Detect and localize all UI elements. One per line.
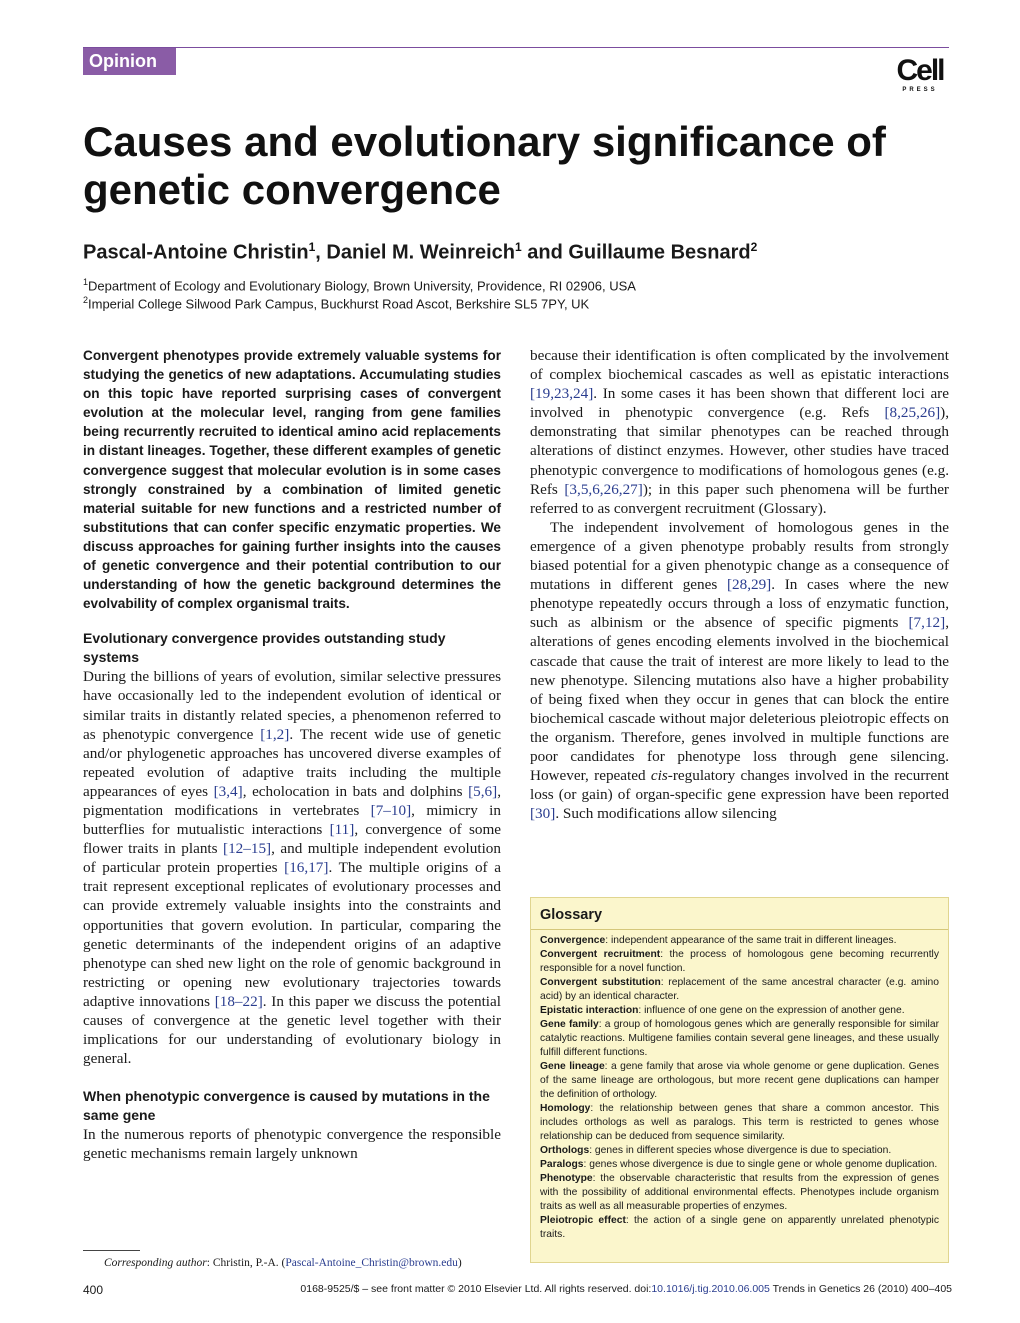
glossary-list [531, 934, 948, 1242]
right-column [530, 346, 949, 823]
logo-sub: PRESS [902, 87, 938, 93]
glossary-entry [531, 1172, 948, 1214]
publisher-logo [888, 56, 952, 94]
glossary-definition: : influence of one gene on the expression of another gene. [638, 1005, 905, 1016]
doi-link[interactable]: 10.1016/j.tig.2010.06.005 [651, 1283, 770, 1295]
author-separator: , [315, 241, 327, 264]
glossary-term: Convergent substitution [540, 977, 661, 988]
author-separator: and [521, 241, 569, 264]
glossary-rule [531, 929, 948, 930]
citation-link[interactable]: [18–22] [214, 992, 263, 1010]
citation-link[interactable]: [16,17] [284, 859, 329, 877]
glossary-definition: : independent appearance of the same trait in different lineages. [605, 935, 897, 946]
glossary-term: Pleiotropic effect [540, 1215, 626, 1226]
affiliation-mark: 1 [83, 277, 89, 287]
footer-line [296, 1283, 952, 1295]
glossary-definition: : genes whose divergence is due to single gene or whole genome duplication. [583, 1159, 938, 1170]
glossary-box [530, 897, 949, 1263]
author-affil-mark: 1 [308, 240, 316, 254]
glossary-definition: : a gene family that arose via whole genome or gene duplication. Genes of the same lineage are orthologous, but more recent gene duplications can hamper the definition of orthology. [540, 1061, 939, 1100]
paragraph: because their identification is often complicated by the involvement of complex biochemical cascades as well as epistatic interactions [19,23,24]. In some cases it has been shown that different loci are involved in phenotypic convergence (e.g. Refs [8,25,26]), demonstrating that similar phenotypes can be reached through alterations of distinct enzymes. However, other studies have traced phenotypic convergence to modifications of homologous genes (e.g. Refs [3,5,6,26,27]); in this paper such phenomena will be further referred to as convergent recruitment (Glossary). [530, 347, 949, 517]
glossary-definition: : the relationship between genes that share a common ancestor. This includes orthologs as well as paralogs. This term is restricted to genes whose relationship can be deduced from sequence similarity. [540, 1103, 939, 1142]
citation-link[interactable]: [5,6] [468, 782, 498, 800]
footnote-text: : Christin, P.-A. ( [206, 1257, 286, 1269]
abstract: Convergent phenotypes provide extremely valuable systems for studying the genetics of new adaptations. Accumulating studies on this topic have reported surprising cases of convergent evolution at the molecular level, ranging from gene families being recurrently recruited to identical amino acid replacements in distant lineages. Together, these different examples of genetic convergence suggest that molecular evolution is in some cases strongly constrained by a combination of limited genetic material suitable for new functions and a restricted number of substitutions that can confer specific enzymatic properties. We discuss approaches for gaining further insights into the causes of genetic convergence and their potential contribution to our understanding of how the genetic background determines the evolvability of complex organismal traits. [83, 348, 501, 612]
glossary-entry [531, 976, 948, 1004]
glossary-term: Convergence [540, 935, 606, 946]
glossary-term: Orthologs [540, 1145, 590, 1156]
author-email-link[interactable]: Pascal-Antoine_Christin@brown.edu [285, 1257, 458, 1269]
citation-link[interactable]: [30] [530, 805, 556, 823]
glossary-definition: : genes in different species whose divergence is due to speciation. [589, 1145, 892, 1156]
citation-link[interactable]: [12–15] [223, 840, 272, 858]
section-heading: Evolutionary convergence provides outstanding study systems [83, 630, 446, 666]
glossary-entry [531, 1018, 948, 1060]
corresponding-author-note [104, 1255, 524, 1271]
affiliation-mark: 2 [83, 295, 89, 305]
section-tag: Opinion [83, 48, 176, 75]
glossary-definition: : replacement of the same ancestral character (e.g. amino acid) by an identical character. [540, 977, 939, 1002]
glossary-entry [531, 1158, 948, 1172]
article-title: Causes and evolutionary significance of genetic convergence [83, 118, 886, 213]
citation-link[interactable]: [3,5,6,26,27] [564, 480, 643, 498]
glossary-entry [531, 948, 948, 976]
paragraph: The independent involvement of homologous genes in the emergence of a given phenotype probably results from strongly biased potential for a given phenotypic change as a consequence of mutations in different genes [28,29]. In cases where the new phenotype repeatedly occurs through a loss of enzymatic function, such as albinism or the absence of specific pigments [7,12], alterations of genes encoding elements involved in the biochemical cascade that cause the trait of interest are more likely to lead to the new phenotype. Silencing mutations also have a higher probability of being fixed when they occur in genes that can block the entire biochemical cascade without major deleterious pleiotropic effects on the organism. Therefore, genes involved in multiple functions are poor candidates for phenotype loss through gene silencing. However, repeated cis-regulatory changes involved in the recurrent loss (or gain) of organ-specific gene expression have been reported [30]. Such modifications allow silencing [530, 518, 950, 823]
glossary-entry [531, 1060, 948, 1102]
paragraph: In the numerous reports of phenotypic convergence the responsible genetic mechanisms remain largely unknown [83, 1126, 501, 1163]
glossary-term: Convergent recruitment [540, 949, 661, 960]
glossary-term: Homology [540, 1103, 591, 1114]
citation-link[interactable]: [19,23,24] [530, 385, 594, 403]
glossary-term: Phenotype [540, 1173, 593, 1184]
author-name: Daniel M. Weinreich [326, 241, 515, 264]
author-affil-mark: 2 [750, 240, 758, 254]
left-column [83, 346, 501, 1163]
glossary-entry [531, 1004, 948, 1018]
glossary-definition: : the process of homologous gene becoming recurrently responsible for a novel function. [540, 949, 939, 974]
glossary-definition: : the observable characteristic that results from the expression of genes with the possibility of additional environmental effects. Phenotypes include organism traits as well as all measurable properties of enzymes. [540, 1173, 939, 1212]
glossary-entry [531, 1214, 948, 1242]
paragraph: During the billions of years of evolution, similar selective pressures have occasionally led to the independent evolution of identical or similar traits in distantly related species, a phenomenon referred to as phenotypic convergence [1,2]. The recent wide use of genetic and/or phylogenetic approaches has uncovered diverse examples of repeated evolution of adaptive traits including the multiple appearances of eyes [3,4], echolocation in bats and dolphins [5,6], pigmentation modifications in vertebrates [7–10], mimicry in butterflies for mutualistic interactions [11], convergence of some flower traits in plants [12–15], and multiple independent evolution of particular protein properties [16,17]. The multiple origins of a trait represent exceptional replicates of evolutionary processes and can provide extremely valuable insights into the constraints and opportunities that govern evolution. In particular, comparing the genetic determinants of the independent origins of an adaptive phenotype can shed new light on the role of genomic background in restricting or opening new evolutionary trajectories towards adaptive innovations [18–22]. In this paper we discuss the potential causes of convergence at the genetic level together with their implications for our understanding of evolutionary biology in general. [83, 668, 502, 1068]
glossary-definition: : the action of a single gene on apparently unrelated phenotypic traits. [540, 1215, 939, 1240]
citation-link[interactable]: [11] [329, 821, 355, 839]
citation-link[interactable]: [1,2] [260, 725, 290, 743]
italic-term: cis [650, 767, 668, 785]
citation-link[interactable]: [7–10] [370, 801, 412, 819]
author-affil-mark: 1 [515, 240, 522, 254]
glossary-term: Paralogs [540, 1159, 584, 1170]
glossary-title: Glossary [540, 907, 603, 923]
section-heading: When phenotypic convergence is caused by mutations in the same gene [83, 1088, 490, 1124]
affiliation [83, 291, 953, 313]
footnote-close: ) [457, 1257, 462, 1269]
glossary-entry [531, 1102, 948, 1144]
glossary-term: Epistatic interaction [540, 1005, 639, 1016]
glossary-entry [531, 1144, 948, 1158]
footer-copyright: 0168-9525/$ – see front matter © 2010 Elsevier Ltd. All rights reserved. doi: [300, 1283, 652, 1295]
author-list [83, 234, 953, 266]
citation-link[interactable]: [28,29] [726, 576, 772, 594]
author-name: Pascal-Antoine Christin [83, 241, 309, 264]
glossary-entry [531, 934, 948, 948]
citation-link[interactable]: [8,25,26] [884, 404, 941, 422]
author-name: Guillaume Besnard [568, 241, 751, 264]
header-rule [83, 47, 949, 48]
footnote-rule [83, 1250, 140, 1251]
glossary-term: Gene lineage [540, 1061, 605, 1072]
footnote-label: Corresponding author [104, 1257, 207, 1269]
citation-link[interactable]: [7,12] [908, 614, 946, 632]
logo-word: Cell [896, 54, 944, 87]
affiliation-text: Imperial College Silwood Park Campus, Buckhurst Road Ascot, Berkshire SL5 7PY, UK [88, 296, 590, 312]
affiliation-text: Department of Ecology and Evolutionary Biology, Brown University, Providence, RI 02906, USA [88, 278, 636, 294]
page-number: 400 [83, 1283, 104, 1297]
footer-journal: Trends in Genetics 26 (2010) 400–405 [769, 1283, 952, 1295]
glossary-term: Gene family [540, 1019, 599, 1030]
glossary-definition: : a group of homologous genes which are generally responsible for similar catalytic reactions. Multigene families contain several gene lineages, and these usually fulfill different functions. [540, 1019, 939, 1058]
citation-link[interactable]: [3,4] [213, 782, 243, 800]
